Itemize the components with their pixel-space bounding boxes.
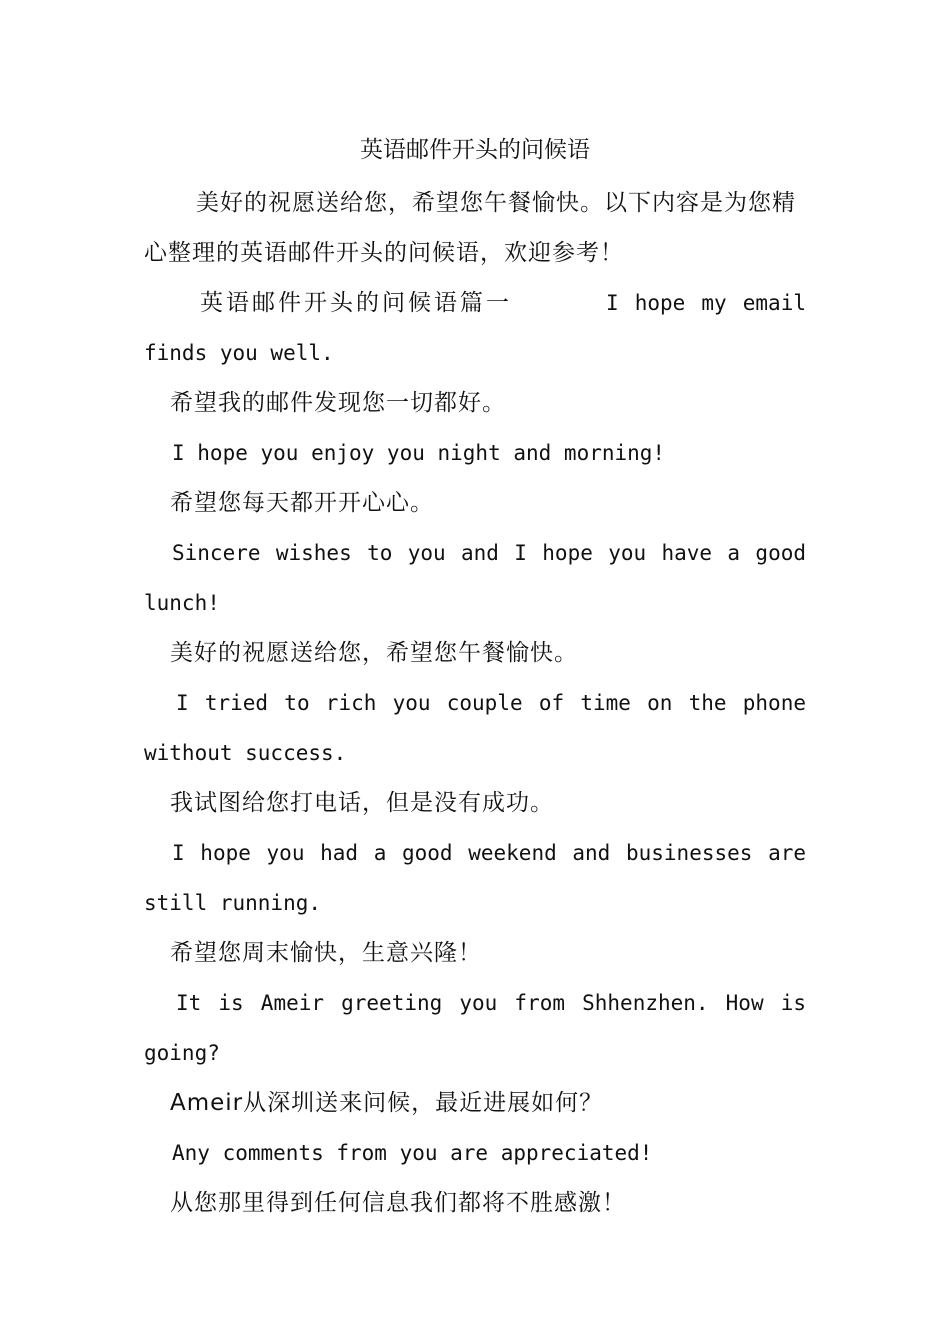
english-line-4: I tried to rich you couple of time on the phone without success. <box>144 691 806 765</box>
chinese-line-3: 美好的祝愿送给您，希望您午餐愉快。 <box>170 640 578 666</box>
chinese-line-7: 从您那里得到任何信息我们都将不胜感激！ <box>170 1190 626 1216</box>
chinese-line-4: 我试图给您打电话，但是没有成功。 <box>170 790 554 816</box>
document-body <box>144 128 806 1228</box>
english-line-2: I hope you enjoy you night and morning! <box>172 441 666 465</box>
document-title: 英语邮件开头的问候语 <box>360 137 590 163</box>
english-line-7: Any comments from you are appreciated! <box>172 1141 653 1165</box>
english-line-5: I hope you had a good weekend and businesses are still running. <box>144 841 806 915</box>
english-line-6: It is Ameir greeting you from Shhenzhen. How is going? <box>144 991 806 1065</box>
english-line-1: I hope my email finds you well. <box>144 291 806 365</box>
section-heading: 英语邮件开头的问候语篇一 <box>200 290 512 316</box>
chinese-line-1: 希望我的邮件发现您一切都好。 <box>170 390 506 416</box>
intro-paragraph: 美好的祝愿送给您，希望您午餐愉快。以下内容是为您精心整理的英语邮件开头的问候语，欢迎参考！ <box>144 190 796 266</box>
english-line-3: Sincere wishes to you and I hope you have a good lunch! <box>144 541 806 615</box>
chinese-line-5: 希望您周末愉快，生意兴隆！ <box>170 940 482 966</box>
chinese-line-6: Ameir从深圳送来问候，最近进展如何？ <box>170 1090 604 1116</box>
chinese-line-2: 希望您每天都开开心心。 <box>170 490 434 516</box>
